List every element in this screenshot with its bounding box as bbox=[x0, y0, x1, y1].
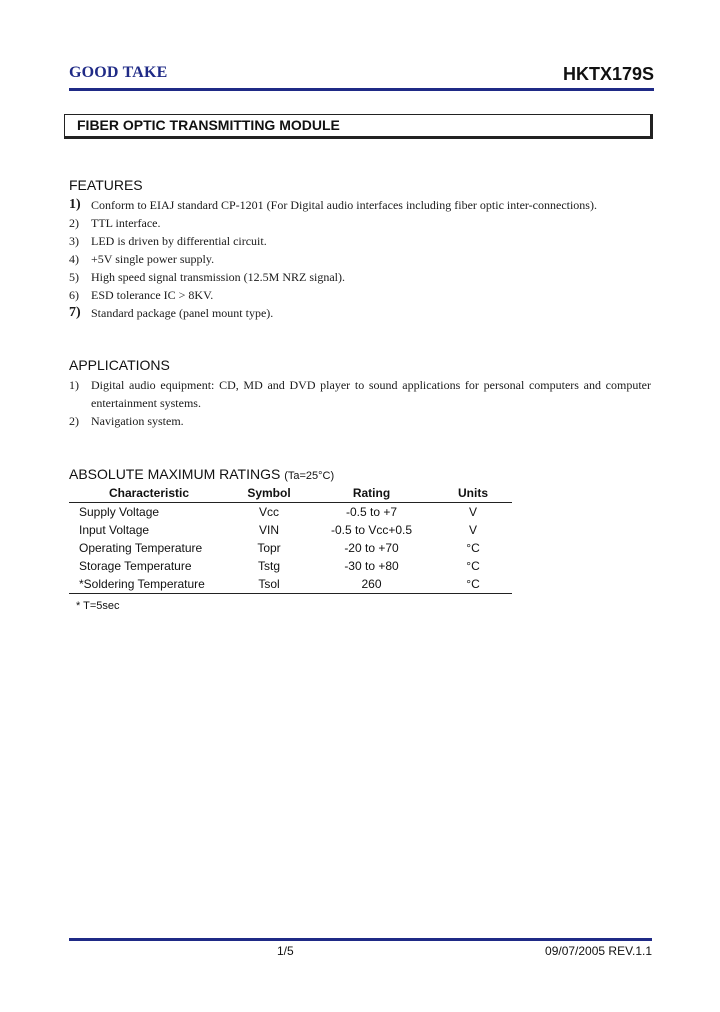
footer-divider bbox=[69, 938, 652, 941]
ratings-condition: (Ta=25°C) bbox=[284, 470, 335, 482]
applications-list bbox=[69, 376, 651, 430]
part-number: HKTX179S bbox=[562, 64, 654, 84]
column-header-characteristic: Characteristic bbox=[69, 484, 229, 503]
table-row: Input Voltage VIN -0.5 to Vcc+0.5 V bbox=[79, 523, 477, 537]
list-item: 1) Digital audio equipment: CD, MD and DVD player to sound applications for personal computers and computer entertainment systems. bbox=[69, 378, 651, 410]
table-row: Operating Temperature Topr -20 to +70 °C bbox=[79, 541, 480, 555]
column-header-units: Units bbox=[434, 484, 512, 503]
ratings-heading: ABSOLUTE MAXIMUM RATINGS (Ta=25°C) bbox=[69, 466, 335, 482]
document-title: FIBER OPTIC TRANSMITTING MODULE bbox=[64, 114, 653, 139]
table-row: *Soldering Temperature Tsol 260 °C bbox=[69, 575, 512, 594]
ratings-table bbox=[69, 484, 512, 594]
column-header-symbol: Symbol bbox=[229, 484, 309, 503]
brand-logo-text: GOOD TAKE bbox=[69, 64, 168, 81]
ratings-footnote: * T=5sec bbox=[76, 600, 120, 612]
table-header-row bbox=[69, 484, 512, 503]
applications-heading: APPLICATIONS bbox=[69, 357, 170, 373]
revision-date: 09/07/2005 REV.1.1 bbox=[545, 944, 652, 958]
table-row: Storage Temperature Tstg -30 to +80 °C bbox=[79, 559, 480, 573]
column-header-rating: Rating bbox=[309, 484, 434, 503]
table-row: Supply Voltage Vcc -0.5 to +7 V bbox=[79, 505, 477, 519]
header-divider bbox=[69, 88, 654, 91]
list-item: 2) Navigation system. bbox=[69, 414, 184, 428]
features-heading: FEATURES bbox=[69, 177, 143, 193]
page-number: 1/5 bbox=[277, 944, 294, 958]
